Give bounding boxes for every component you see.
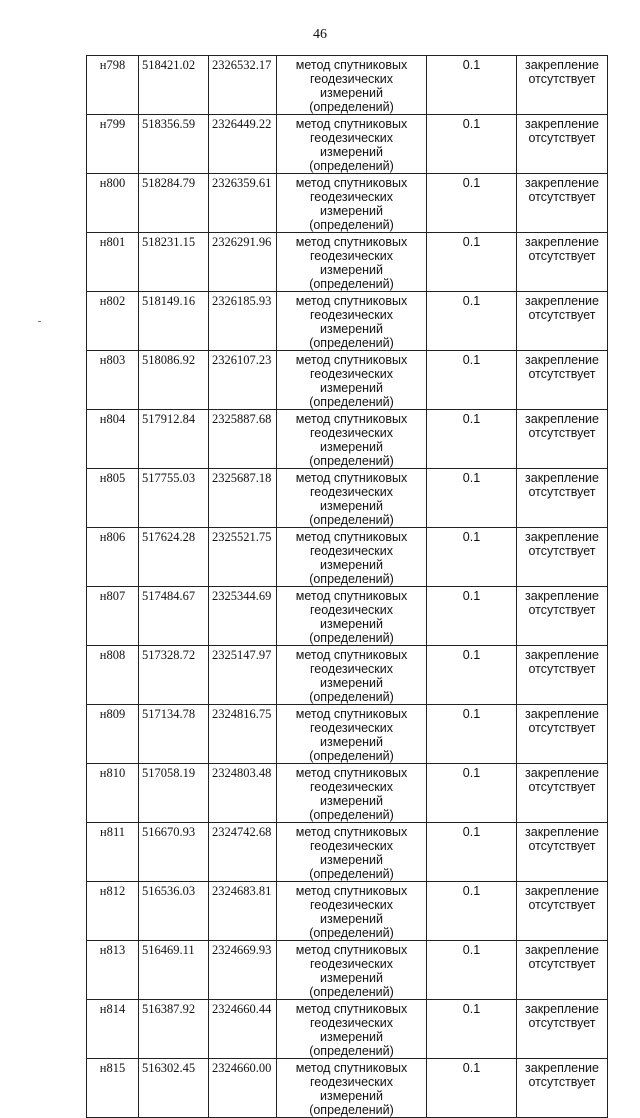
accuracy-cell: 0.1 — [427, 705, 517, 764]
point-number-cell: н799 — [87, 115, 139, 174]
point-number-cell: н811 — [87, 823, 139, 882]
x-coordinate-cell: 518231.15 — [139, 233, 209, 292]
y-coordinate-cell: 2325521.75 — [209, 528, 277, 587]
coordinates-table — [86, 55, 608, 1118]
y-coordinate-cell: 2324660.44 — [209, 1000, 277, 1059]
x-coordinate-cell: 518284.79 — [139, 174, 209, 233]
y-coordinate-cell: 2324683.81 — [209, 882, 277, 941]
fixing-cell: закрепление отсутствует — [517, 56, 608, 115]
fixing-cell: закрепление отсутствует — [517, 174, 608, 233]
accuracy-cell: 0.1 — [427, 528, 517, 587]
point-number-cell: н798 — [87, 56, 139, 115]
x-coordinate-cell: 516670.93 — [139, 823, 209, 882]
method-cell: метод спутниковых геодезических измерений (определений) — [277, 646, 427, 705]
fixing-cell: закрепление отсутствует — [517, 233, 608, 292]
x-coordinate-cell: 517058.19 — [139, 764, 209, 823]
method-cell: метод спутниковых геодезических измерений (определений) — [277, 410, 427, 469]
y-coordinate-cell: 2326185.93 — [209, 292, 277, 351]
accuracy-cell: 0.1 — [427, 882, 517, 941]
x-coordinate-cell: 517755.03 — [139, 469, 209, 528]
x-coordinate-cell: 517328.72 — [139, 646, 209, 705]
y-coordinate-cell: 2326532.17 — [209, 56, 277, 115]
method-cell: метод спутниковых геодезических измерений (определений) — [277, 1059, 427, 1118]
point-number-cell: н806 — [87, 528, 139, 587]
x-coordinate-cell: 517134.78 — [139, 705, 209, 764]
point-number-cell: н814 — [87, 1000, 139, 1059]
accuracy-cell: 0.1 — [427, 174, 517, 233]
table-row — [87, 646, 608, 705]
table-row — [87, 705, 608, 764]
x-coordinate-cell: 516536.03 — [139, 882, 209, 941]
page-number: 46 — [313, 27, 327, 42]
point-number-cell: н802 — [87, 292, 139, 351]
method-cell: метод спутниковых геодезических измерений (определений) — [277, 587, 427, 646]
point-number-cell: н803 — [87, 351, 139, 410]
accuracy-cell: 0.1 — [427, 823, 517, 882]
table-row — [87, 587, 608, 646]
table-row — [87, 351, 608, 410]
accuracy-cell: 0.1 — [427, 469, 517, 528]
accuracy-cell: 0.1 — [427, 56, 517, 115]
table-row — [87, 1059, 608, 1118]
x-coordinate-cell: 517912.84 — [139, 410, 209, 469]
table-body — [87, 56, 608, 1118]
fixing-cell: закрепление отсутствует — [517, 351, 608, 410]
method-cell: метод спутниковых геодезических измерений (определений) — [277, 1000, 427, 1059]
table-row — [87, 233, 608, 292]
accuracy-cell: 0.1 — [427, 292, 517, 351]
fixing-cell: закрепление отсутствует — [517, 587, 608, 646]
y-coordinate-cell: 2325687.18 — [209, 469, 277, 528]
table-row — [87, 174, 608, 233]
accuracy-cell: 0.1 — [427, 941, 517, 1000]
table-row — [87, 941, 608, 1000]
fixing-cell: закрепление отсутствует — [517, 705, 608, 764]
scan-speck — [38, 321, 41, 322]
y-coordinate-cell: 2324803.48 — [209, 764, 277, 823]
method-cell: метод спутниковых геодезических измерений (определений) — [277, 823, 427, 882]
table-row — [87, 764, 608, 823]
x-coordinate-cell: 518421.02 — [139, 56, 209, 115]
point-number-cell: н800 — [87, 174, 139, 233]
point-number-cell: н801 — [87, 233, 139, 292]
method-cell: метод спутниковых геодезических измерений (определений) — [277, 292, 427, 351]
y-coordinate-cell: 2324816.75 — [209, 705, 277, 764]
point-number-cell: н813 — [87, 941, 139, 1000]
method-cell: метод спутниковых геодезических измерений (определений) — [277, 56, 427, 115]
y-coordinate-cell: 2324742.68 — [209, 823, 277, 882]
y-coordinate-cell: 2325344.69 — [209, 587, 277, 646]
x-coordinate-cell: 516387.92 — [139, 1000, 209, 1059]
table-row — [87, 56, 608, 115]
y-coordinate-cell: 2324660.00 — [209, 1059, 277, 1118]
fixing-cell: закрепление отсутствует — [517, 882, 608, 941]
point-number-cell: н805 — [87, 469, 139, 528]
y-coordinate-cell: 2325887.68 — [209, 410, 277, 469]
x-coordinate-cell: 518149.16 — [139, 292, 209, 351]
y-coordinate-cell: 2326107.23 — [209, 351, 277, 410]
y-coordinate-cell: 2326359.61 — [209, 174, 277, 233]
method-cell: метод спутниковых геодезических измерений (определений) — [277, 882, 427, 941]
fixing-cell: закрепление отсутствует — [517, 823, 608, 882]
method-cell: метод спутниковых геодезических измерений (определений) — [277, 469, 427, 528]
fixing-cell: закрепление отсутствует — [517, 410, 608, 469]
table-row — [87, 823, 608, 882]
accuracy-cell: 0.1 — [427, 646, 517, 705]
table-row — [87, 882, 608, 941]
method-cell: метод спутниковых геодезических измерений (определений) — [277, 233, 427, 292]
x-coordinate-cell: 516302.45 — [139, 1059, 209, 1118]
fixing-cell: закрепление отсутствует — [517, 764, 608, 823]
y-coordinate-cell: 2324669.93 — [209, 941, 277, 1000]
accuracy-cell: 0.1 — [427, 115, 517, 174]
fixing-cell: закрепление отсутствует — [517, 292, 608, 351]
table-row — [87, 528, 608, 587]
table-row — [87, 469, 608, 528]
table-row — [87, 410, 608, 469]
fixing-cell: закрепление отсутствует — [517, 469, 608, 528]
table-row — [87, 115, 608, 174]
point-number-cell: н804 — [87, 410, 139, 469]
fixing-cell: закрепление отсутствует — [517, 1000, 608, 1059]
method-cell: метод спутниковых геодезических измерений (определений) — [277, 351, 427, 410]
x-coordinate-cell: 517484.67 — [139, 587, 209, 646]
point-number-cell: н815 — [87, 1059, 139, 1118]
method-cell: метод спутниковых геодезических измерений (определений) — [277, 941, 427, 1000]
fixing-cell: закрепление отсутствует — [517, 941, 608, 1000]
x-coordinate-cell: 516469.11 — [139, 941, 209, 1000]
accuracy-cell: 0.1 — [427, 1059, 517, 1118]
fixing-cell: закрепление отсутствует — [517, 115, 608, 174]
fixing-cell: закрепление отсутствует — [517, 646, 608, 705]
fixing-cell: закрепление отсутствует — [517, 1059, 608, 1118]
accuracy-cell: 0.1 — [427, 410, 517, 469]
point-number-cell: н810 — [87, 764, 139, 823]
method-cell: метод спутниковых геодезических измерений (определений) — [277, 174, 427, 233]
point-number-cell: н809 — [87, 705, 139, 764]
x-coordinate-cell: 517624.28 — [139, 528, 209, 587]
accuracy-cell: 0.1 — [427, 764, 517, 823]
accuracy-cell: 0.1 — [427, 233, 517, 292]
point-number-cell: н812 — [87, 882, 139, 941]
method-cell: метод спутниковых геодезических измерений (определений) — [277, 705, 427, 764]
method-cell: метод спутниковых геодезических измерений (определений) — [277, 764, 427, 823]
point-number-cell: н807 — [87, 587, 139, 646]
y-coordinate-cell: 2326291.96 — [209, 233, 277, 292]
fixing-cell: закрепление отсутствует — [517, 528, 608, 587]
method-cell: метод спутниковых геодезических измерений (определений) — [277, 528, 427, 587]
accuracy-cell: 0.1 — [427, 1000, 517, 1059]
point-number-cell: н808 — [87, 646, 139, 705]
table-row — [87, 1000, 608, 1059]
table-row — [87, 292, 608, 351]
method-cell: метод спутниковых геодезических измерений (определений) — [277, 115, 427, 174]
accuracy-cell: 0.1 — [427, 351, 517, 410]
y-coordinate-cell: 2325147.97 — [209, 646, 277, 705]
accuracy-cell: 0.1 — [427, 587, 517, 646]
x-coordinate-cell: 518356.59 — [139, 115, 209, 174]
x-coordinate-cell: 518086.92 — [139, 351, 209, 410]
y-coordinate-cell: 2326449.22 — [209, 115, 277, 174]
